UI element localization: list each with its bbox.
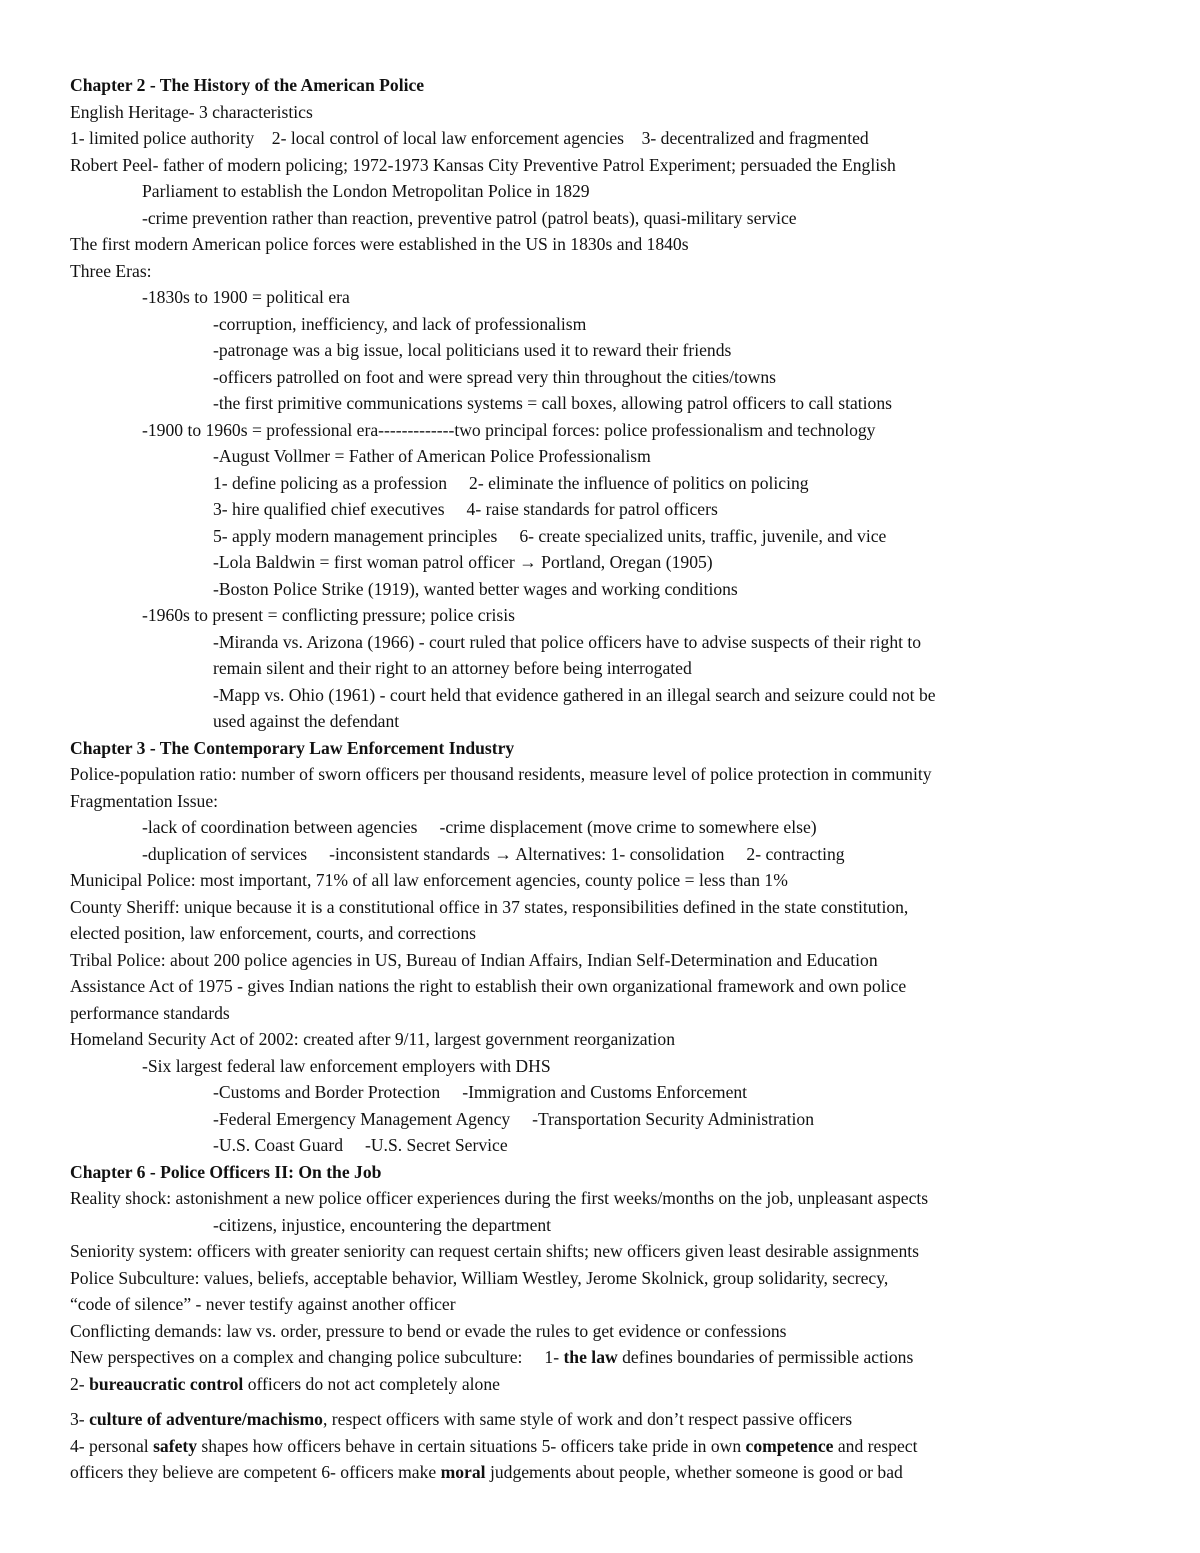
text-line	[70, 1026, 1160, 1053]
text-line	[70, 1433, 1160, 1460]
bold-text: moral	[440, 1462, 486, 1482]
chapter-heading	[70, 735, 1160, 762]
bold-text: the law	[563, 1347, 618, 1367]
text-run: -August Vollmer = Father of American Police Professionalism	[213, 446, 651, 466]
text-run: Reality shock: astonishment a new police officer experiences during the first weeks/months on the job, unpleasant aspects	[70, 1188, 929, 1208]
text-run: 1- define policing as a profession 2- eliminate the influence of politics on policing	[213, 472, 809, 493]
text-run: -the first primitive communications systems = call boxes, allowing patrol officers to call stations	[213, 393, 893, 413]
text-line	[70, 788, 1160, 815]
text-line	[70, 1079, 1160, 1106]
text-line	[70, 841, 1160, 868]
text-run: -1960s to present = conflicting pressure; police crisis	[142, 605, 515, 625]
text-line	[70, 1406, 1160, 1433]
text-run: 2-	[70, 1373, 90, 1394]
text-line	[70, 1185, 1160, 1212]
text-run: Conflicting demands: law vs. order, pressure to bend or evade the rules to get evidence or confessions	[70, 1320, 787, 1341]
text-line	[70, 920, 1160, 947]
text-run: “code of silence” - never testify against another officer	[70, 1294, 456, 1314]
text-run: -1900 to 1960s = professional era-------------two principal forces: police professionalism and technology	[142, 419, 876, 440]
text-run: Assistance Act of 1975 - gives Indian nations the right to establish their own organizational framework and own police	[70, 976, 907, 996]
text-run: -crime prevention rather than reaction, preventive patrol (patrol beats), quasi-military service	[142, 207, 797, 228]
text-run: 4- personal	[70, 1435, 154, 1456]
text-run: -Lola Baldwin = first woman patrol officer → Portland, Oregan (1905)	[213, 552, 713, 572]
text-line	[70, 443, 1160, 470]
text-line	[70, 761, 1160, 788]
text-line	[70, 125, 1160, 152]
text-run: Three Eras:	[70, 260, 152, 281]
text-run: -Federal Emergency Management Agency -Transportation Security Administration	[213, 1108, 814, 1129]
text-line	[70, 947, 1160, 974]
bold-text: safety	[153, 1435, 198, 1456]
text-run: officers do not act completely alone	[243, 1373, 500, 1394]
text-line	[70, 337, 1160, 364]
text-run: , respect officers with same style of work and don’t respect passive officers	[322, 1409, 853, 1429]
text-line	[70, 1053, 1160, 1080]
text-run: -corruption, inefficiency, and lack of professionalism	[213, 313, 587, 334]
bold-text: culture of adventure/machismo	[89, 1409, 323, 1429]
text-run: -Customs and Border Protection -Immigration and Customs Enforcement	[213, 1082, 748, 1102]
text-run: 1- limited police authority 2- local control of local law enforcement agencies 3- decentralized and fragmented	[70, 128, 869, 148]
text-run: Municipal Police: most important, 71% of all law enforcement agencies, county police = less than 1%	[70, 870, 788, 890]
text-line	[70, 152, 1160, 179]
text-line	[70, 1459, 1160, 1486]
text-run: -citizens, injustice, encountering the department	[213, 1214, 552, 1235]
text-run: -1830s to 1900 = political era	[142, 287, 350, 307]
text-run: elected position, law enforcement, courts, and corrections	[70, 923, 476, 943]
text-line	[70, 1000, 1160, 1027]
text-line	[70, 1106, 1160, 1133]
text-line	[70, 470, 1160, 497]
text-run: Tribal Police: about 200 police agencies in US, Bureau of Indian Affairs, Indian Self-Determination and Education	[70, 949, 878, 970]
text-run: Police-population ratio: number of sworn officers per thousand residents, measure level of police protection in community	[70, 764, 932, 784]
text-run: County Sheriff: unique because it is a constitutional office in 37 states, responsibilities defined in the state constitution,	[70, 896, 909, 917]
text-run: 3-	[70, 1409, 90, 1429]
text-run: English Heritage- 3 characteristics	[70, 101, 313, 122]
text-run: -Mapp vs. Ohio (1961) - court held that evidence gathered in an illegal search and seizure could not be	[213, 684, 936, 705]
text-line	[70, 708, 1160, 735]
text-line	[70, 1344, 1160, 1371]
text-line	[70, 655, 1160, 682]
bold-text: Chapter 6 - Police Officers II: On the Job	[70, 1161, 382, 1182]
text-line	[70, 1238, 1160, 1265]
text-run: defines boundaries of permissible actions	[617, 1347, 914, 1367]
bold-text: Chapter 3 - The Contemporary Law Enforcement Industry	[70, 737, 515, 758]
text-line	[70, 1291, 1160, 1318]
text-line	[70, 1318, 1160, 1345]
text-line	[70, 99, 1160, 126]
text-line	[70, 417, 1160, 444]
text-line	[70, 284, 1160, 311]
text-run: Homeland Security Act of 2002: created after 9/11, largest government reorganization	[70, 1029, 675, 1049]
text-run: -U.S. Coast Guard -U.S. Secret Service	[213, 1135, 508, 1155]
text-run: -lack of coordination between agencies -crime displacement (move crime to somewhere else)	[142, 817, 817, 837]
text-run: 3- hire qualified chief executives 4- raise standards for patrol officers	[213, 499, 718, 519]
text-run: -officers patrolled on foot and were spread very thin throughout the cities/towns	[213, 366, 777, 387]
chapter-heading	[70, 72, 1160, 99]
text-line	[70, 602, 1160, 629]
text-run: 5- apply modern management principles 6- create specialized units, traffic, juvenile, and vice	[213, 525, 887, 546]
text-line	[70, 814, 1160, 841]
text-line	[70, 629, 1160, 656]
text-line	[70, 1371, 1160, 1398]
text-run: -Six largest federal law enforcement employers with DHS	[142, 1055, 551, 1076]
text-line	[70, 178, 1160, 205]
text-run: remain silent and their right to an attorney before being interrogated	[213, 658, 692, 678]
text-run: Fragmentation Issue:	[70, 790, 219, 811]
chapter-heading	[70, 1159, 1160, 1186]
text-run: performance standards	[70, 1002, 230, 1023]
text-run: -patronage was a big issue, local politicians used it to reward their friends	[213, 340, 732, 360]
text-run: shapes how officers behave in certain situations 5- officers take pride in own	[197, 1435, 746, 1456]
text-line	[70, 576, 1160, 603]
text-line	[70, 364, 1160, 391]
text-run: Robert Peel- father of modern policing; 1972-1973 Kansas City Preventive Patrol Experiment; persuaded the English	[70, 154, 896, 175]
text-line	[70, 1212, 1160, 1239]
text-line	[70, 523, 1160, 550]
text-line	[70, 682, 1160, 709]
text-line	[70, 973, 1160, 1000]
text-run: -Boston Police Strike (1919), wanted better wages and working conditions	[213, 578, 738, 599]
text-line	[70, 867, 1160, 894]
text-run: used against the defendant	[213, 711, 400, 731]
text-run: judgements about people, whether someone is good or bad	[485, 1462, 903, 1482]
text-run: Seniority system: officers with greater seniority can request certain shifts; new officers given least desirable assignments	[70, 1241, 919, 1261]
text-line	[70, 1265, 1160, 1292]
text-line	[70, 549, 1160, 576]
text-line	[70, 311, 1160, 338]
text-line	[70, 258, 1160, 285]
text-line	[70, 1132, 1160, 1159]
text-run: -Miranda vs. Arizona (1966) - court ruled that police officers have to advise suspects of their right to	[213, 631, 922, 652]
bold-text: Chapter 2 - The History of the American Police	[70, 75, 425, 95]
text-run: and respect	[833, 1435, 918, 1456]
text-line	[70, 231, 1160, 258]
bold-text: competence	[745, 1435, 834, 1456]
text-run: New perspectives on a complex and changing police subculture: 1-	[70, 1347, 564, 1367]
text-line	[70, 390, 1160, 417]
text-run: Police Subculture: values, beliefs, acceptable behavior, William Westley, Jerome Skolnick, group solidarity, secrecy,	[70, 1267, 889, 1288]
text-line	[70, 894, 1160, 921]
text-run: -duplication of services -inconsistent standards → Alternatives: 1- consolidation 2- contracting	[142, 843, 845, 864]
text-line	[70, 205, 1160, 232]
text-run: The first modern American police forces were established in the US in 1830s and 1840s	[70, 234, 689, 254]
text-line	[70, 496, 1160, 523]
text-run: Parliament to establish the London Metropolitan Police in 1829	[142, 181, 590, 201]
bold-text: bureaucratic control	[89, 1373, 244, 1394]
text-run: officers they believe are competent 6- officers make	[70, 1462, 441, 1482]
